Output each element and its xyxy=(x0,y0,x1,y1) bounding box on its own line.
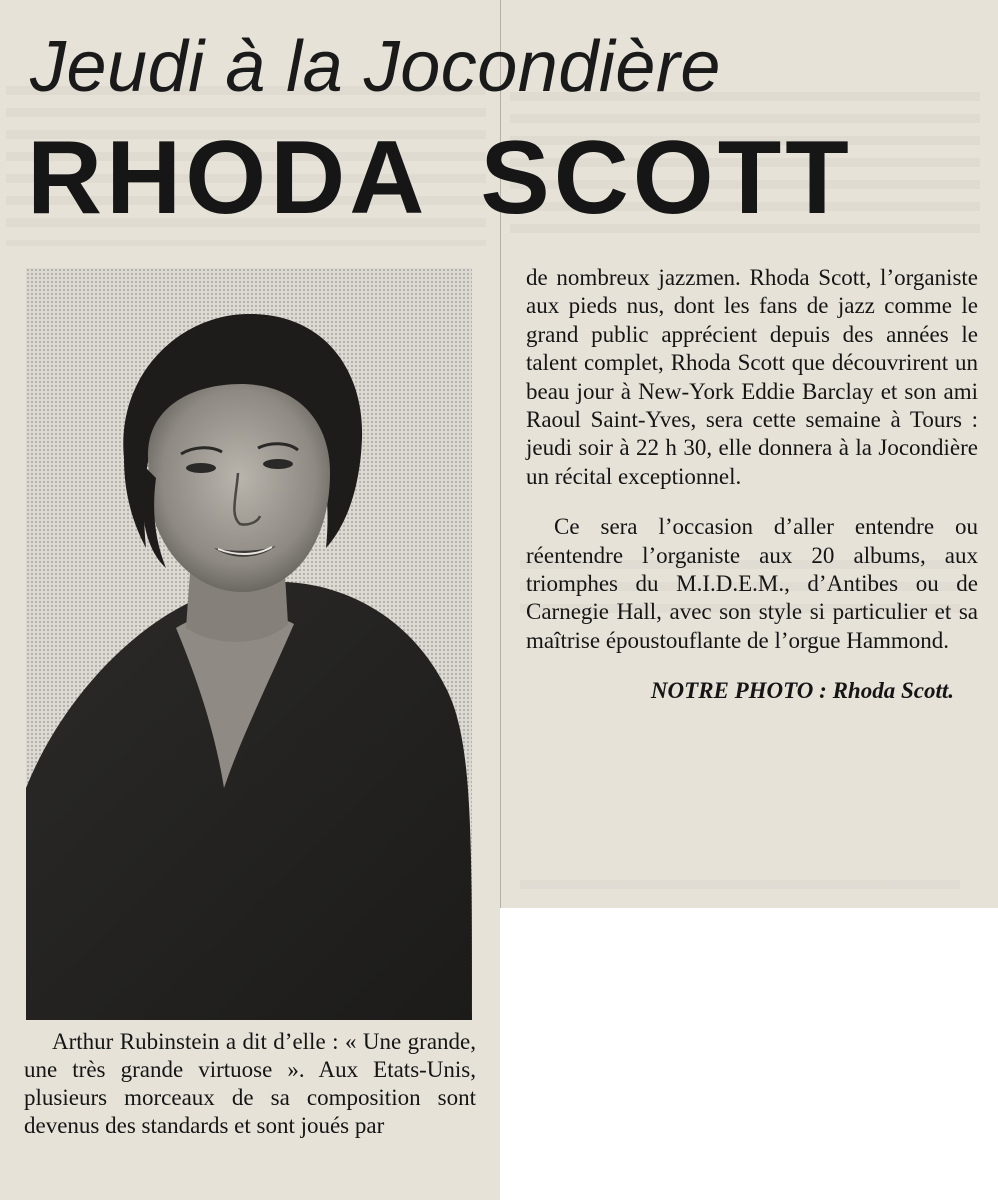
right-column-text xyxy=(526,264,978,706)
blank-area xyxy=(500,908,998,1200)
portrait-photo xyxy=(26,268,472,1020)
kicker-headline: Jeudi à la Jocondière xyxy=(30,27,721,107)
photo-credit: NOTRE PHOTO : Rhoda Scott. xyxy=(650,678,954,704)
body-paragraph-1: de nombreux jazzmen. Rhoda Scott, l’organiste aux pieds nus, dont les fans de jazz comme le grand public apprécient depuis des années le talent complet, Rhoda Scott que découvrirent un beau jour à New-York Eddie Barclay et son ami Raoul Saint-Yves, sera cette semaine à Tours : jeudi soir à 22 h 30, elle donnera à la Jocondière un récital exceptionnel. xyxy=(526,265,978,489)
portrait-image xyxy=(26,268,472,1020)
left-column-text xyxy=(24,1028,476,1140)
headline-first-name: RHODA xyxy=(27,120,429,236)
main-headline xyxy=(27,118,987,238)
body-paragraph-intro: Arthur Rubinstein a dit d’elle : « Une grande, une très grande virtuose ». Aux Etats-Unis, plusieurs morceaux de sa composition sont devenus des standards et sont joués par xyxy=(24,1029,476,1138)
headline-last-name: SCOTT xyxy=(480,120,853,236)
body-paragraph-2: Ce sera l’occasion d’aller entendre ou réentendre l’organiste aux 20 albums, aux triomphes du M.I.D.E.M., d’Antibes ou de Carnegie Hall, avec son style si particulier et sa maîtrise époustouflante de l’orgue Hammond. xyxy=(526,514,978,653)
